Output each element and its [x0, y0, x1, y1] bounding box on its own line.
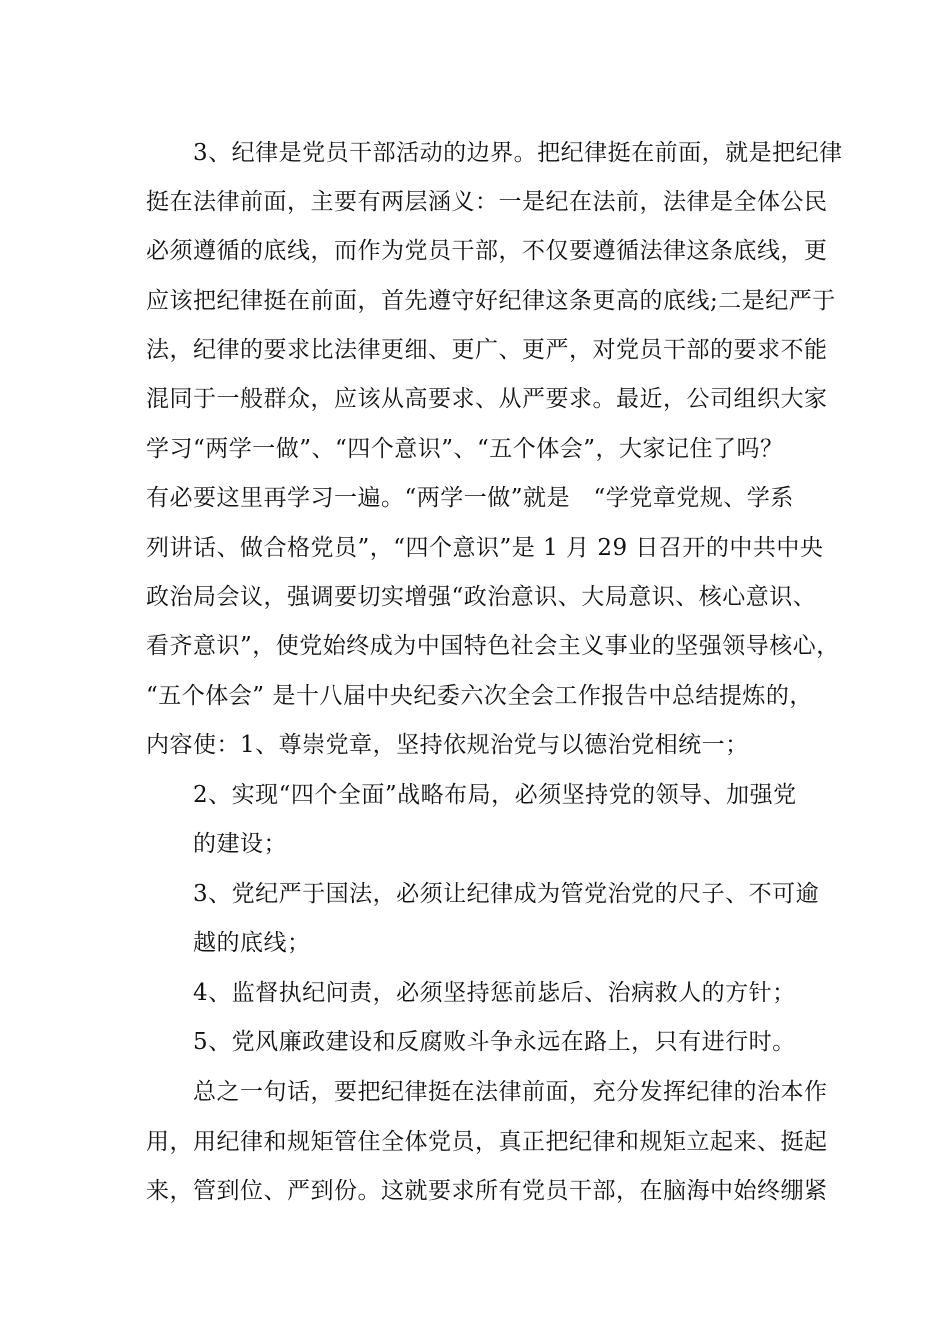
text-line: 用，用纪律和规矩管住全体党员，真正把纪律和规矩立起来、挺起 — [146, 1129, 828, 1155]
list-item-line: 3、党纪严于国法，必须让纪律成为管党治党的尺子、不可逾 — [193, 881, 820, 907]
text-line: 内容使：1、尊崇党章，坚持依规治党与以德治党相统一； — [146, 732, 749, 758]
text-line: 来，管到位、严到份。这就要求所有党员干部，在脑海中始终绷紧 — [146, 1178, 828, 1204]
text-line: 政治局会议，强调要切实增强“政治意识、大局意识、核心意识、 — [146, 584, 817, 610]
list-item-line: 的建设； — [193, 831, 287, 857]
list-item-line: 5、党风廉政建设和反腐败斗争永远在路上，只有进行时。 — [193, 1029, 796, 1055]
text-line: 有必要这里再学习一遍。“两学一做”就是 “学党章党规、学系 — [146, 485, 794, 511]
list-item-line: 4、监督执纪问责，必须坚持惩前毖后、治病救人的方针； — [193, 980, 796, 1006]
text-line: “五个体会” 是十八届中央纪委六次全会工作报告中总结提炼的， — [146, 683, 813, 709]
text-line: 学习“两学一做”、“四个意识”、“五个体会”，大家记住了吗？ — [146, 436, 784, 462]
text-line: 必须遵循的底线，而作为党员干部，不仅要遵循法律这条底线，更 — [146, 238, 828, 264]
text-line: 总之一句话，要把纪律挺在法律前面，充分发挥纪律的治本作 — [193, 1079, 828, 1105]
text-line: 应该把纪律挺在前面，首先遵守好纪律这条更高的底线;二是纪严于 — [146, 288, 836, 314]
text-line: 法，纪律的要求比法律更细、更广、更严，对党员干部的要求不能 — [146, 337, 828, 363]
text-line: 3、纪律是党员干部活动的边界。把纪律挺在前面，就是把纪律 — [193, 140, 843, 166]
text-line: 看齐意识”，使党始终成为中国特色社会主义事业的坚强领导核心， — [146, 633, 840, 659]
text-line: 列讲话、做合格党员”，“四个意识”是 1 月 29 日召开的中共中央 — [146, 535, 824, 561]
text-line: 混同于一般群众，应该从高要求、从严要求。最近，公司组织大家 — [146, 386, 828, 412]
text-line: 挺在法律前面，主要有两层涵义：一是纪在法前，法律是全体公民 — [146, 189, 828, 215]
list-item-line: 2、实现“四个全面”战略布局，必须坚持党的领导、加强党 — [193, 782, 797, 808]
list-item-line: 越的底线； — [193, 930, 311, 956]
